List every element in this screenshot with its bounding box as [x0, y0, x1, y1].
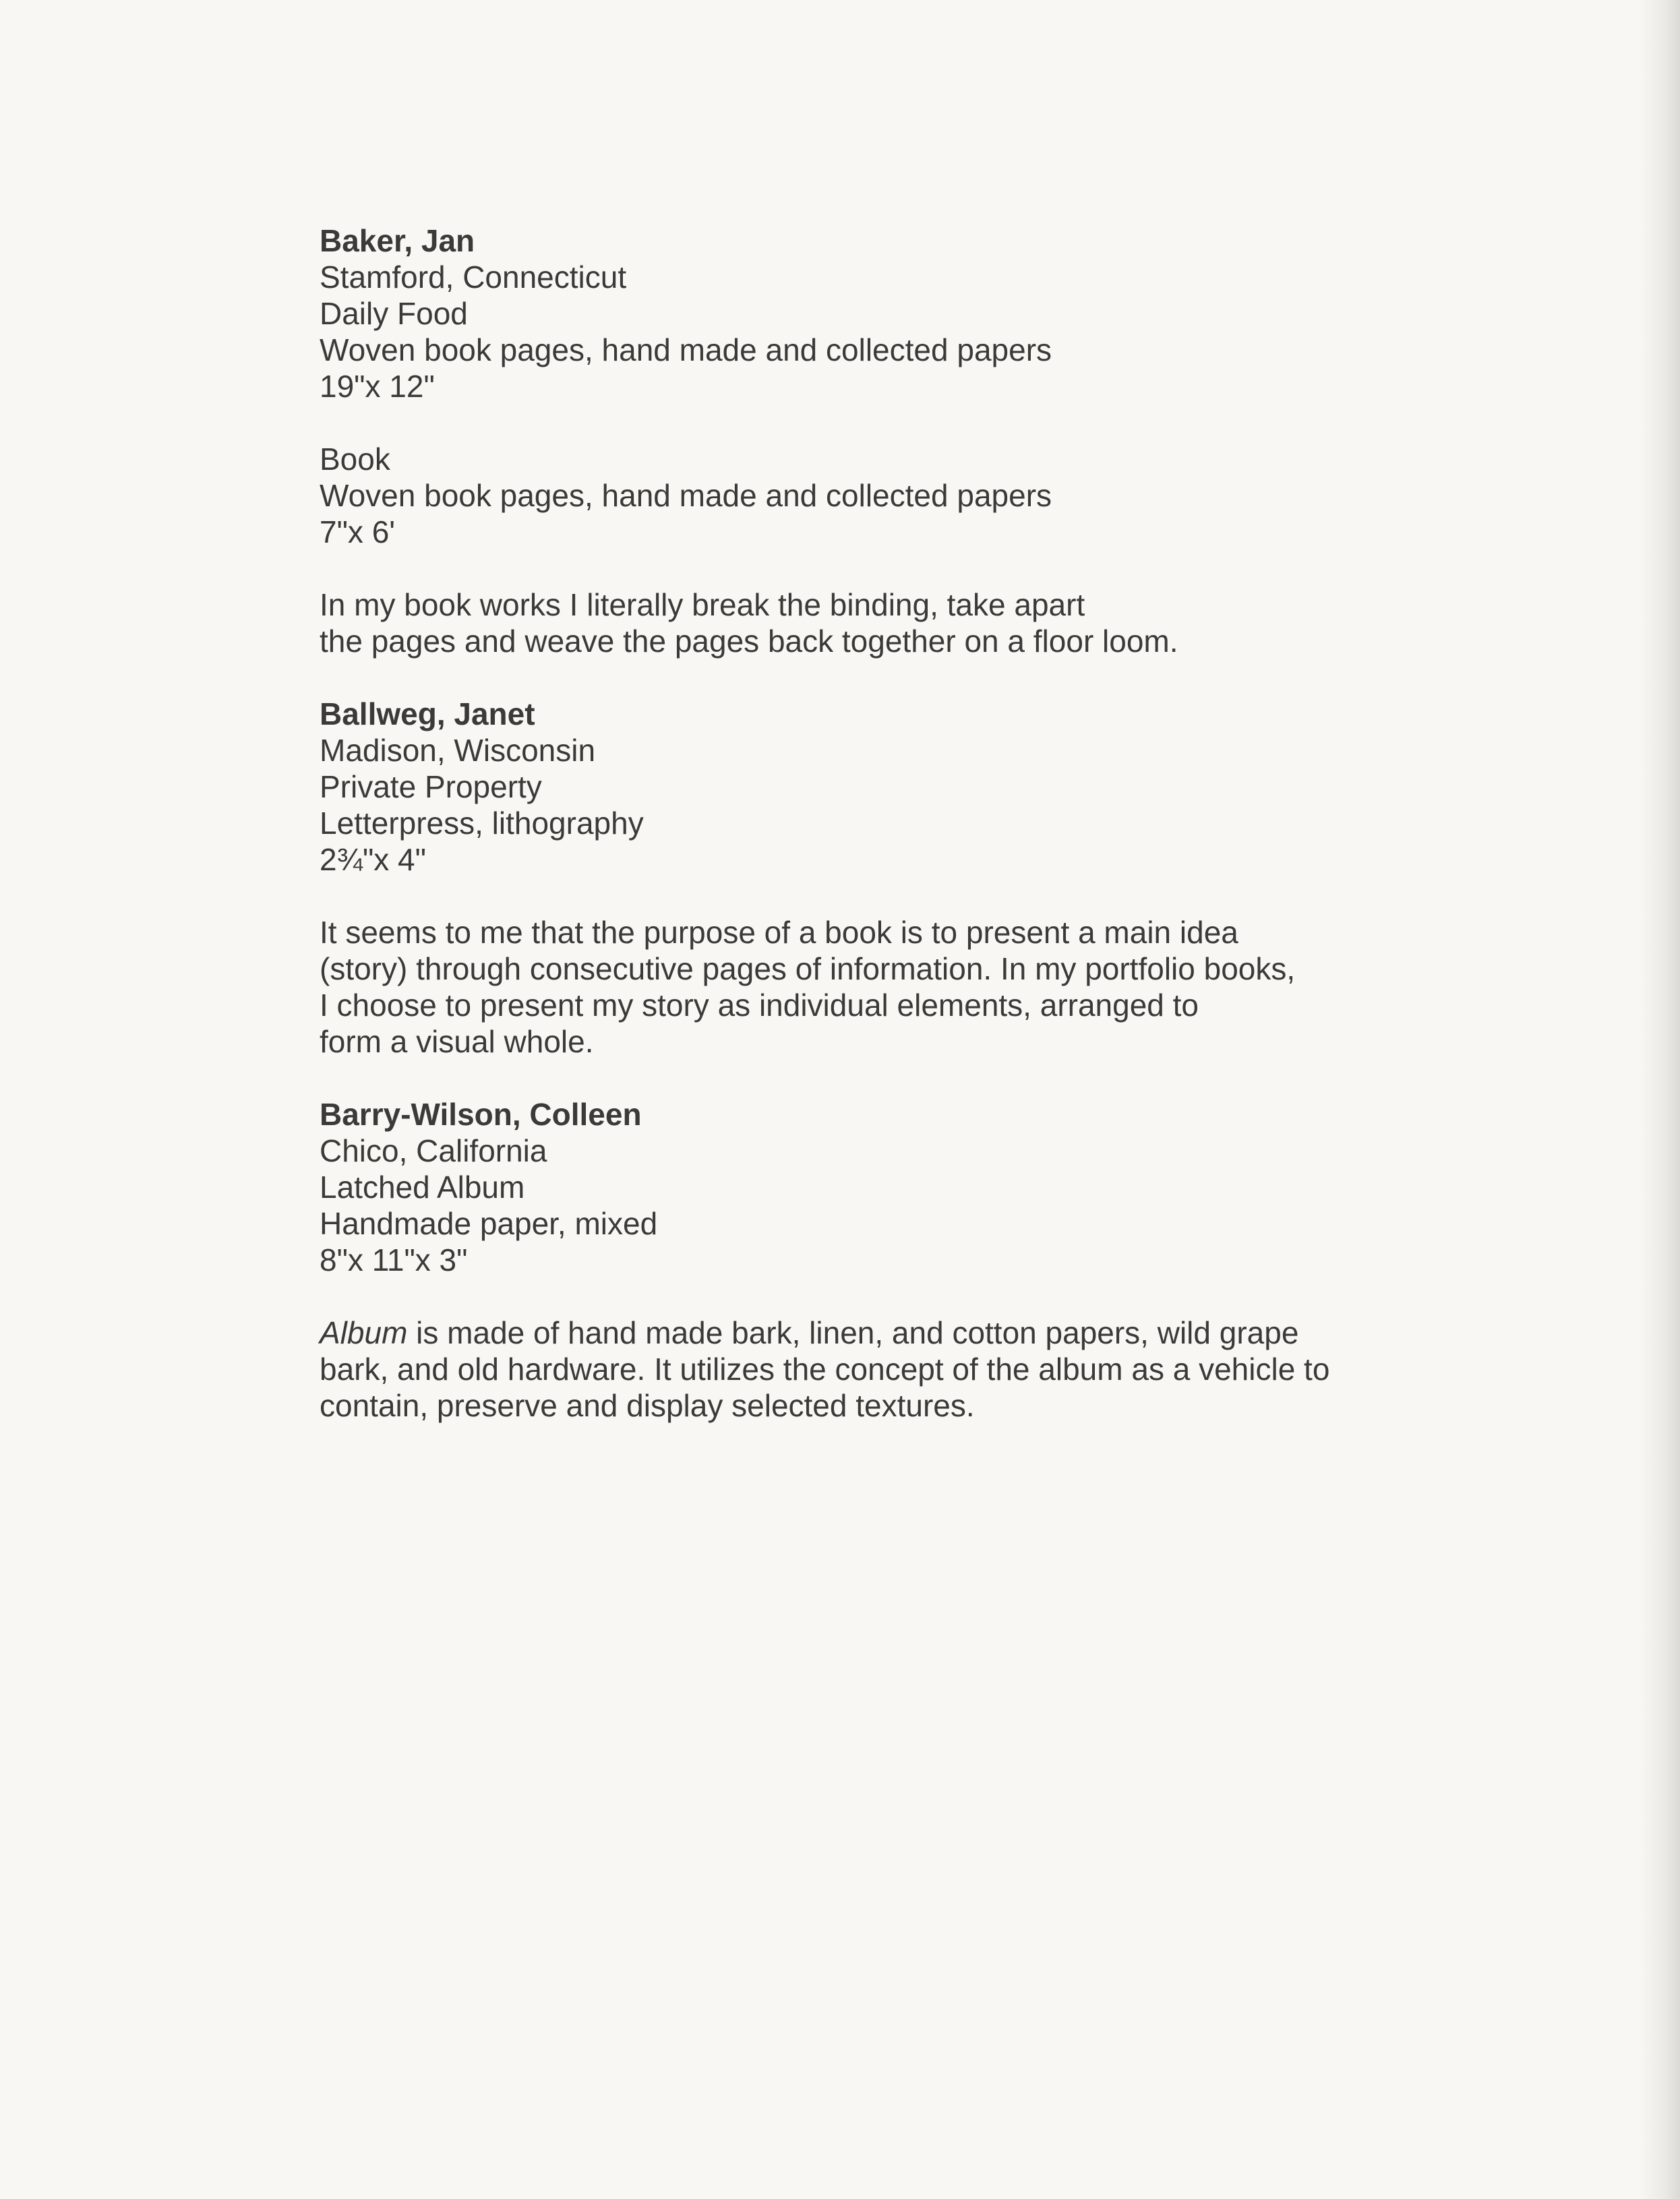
work-medium: Woven book pages, hand made and collected papers [320, 478, 1052, 513]
artist-statement [320, 586, 1398, 659]
work-dimensions: 8"x 11"x 3" [320, 1242, 468, 1277]
work-medium: Handmade paper, mixed [320, 1206, 658, 1241]
work-medium: Woven book pages, hand made and collected papers [320, 332, 1052, 367]
statement-line: (story) through consecutive pages of information. In my portfolio books, [320, 951, 1296, 986]
statement-line: It seems to me that the purpose of a book is to present a main idea [320, 915, 1238, 950]
statement-line: bark, and old hardware. It utilizes the concept of the album as a vehicle to [320, 1352, 1330, 1387]
work-dimensions: 2¾"x 4" [320, 842, 426, 877]
artist-location: Chico, California [320, 1133, 547, 1168]
entry-ballweg-janet [320, 696, 1398, 1060]
work-dimensions: 19"x 12" [320, 369, 435, 404]
work-medium: Letterpress, lithography [320, 806, 644, 841]
document-body [320, 222, 1398, 1424]
artist-name: Ballweg, Janet [320, 696, 535, 731]
statement-first-line-rest: is made of hand made bark, linen, and cotton papers, wild grape [407, 1315, 1299, 1350]
statement-line: In my book works I literally break the binding, take apart [320, 587, 1085, 622]
statement-line: contain, preserve and display selected textures. [320, 1388, 975, 1423]
statement-line [320, 1315, 1398, 1351]
artist-name: Barry-Wilson, Colleen [320, 1097, 642, 1132]
artist-statement [320, 914, 1398, 1060]
statement-line: the pages and weave the pages back together on a floor loom. [320, 624, 1178, 659]
statement-line: I choose to present my story as individual elements, arranged to [320, 988, 1199, 1023]
artist-statement [320, 1315, 1398, 1424]
work-title: Book [320, 442, 390, 477]
statement-line: form a visual whole. [320, 1024, 594, 1059]
entry-barry-wilson-colleen [320, 1096, 1398, 1424]
artist-name: Baker, Jan [320, 223, 475, 258]
statement-italic-title: Album [320, 1315, 408, 1350]
work-title: Latched Album [320, 1170, 525, 1205]
page-edge-shadow [1640, 0, 1680, 2199]
work-title: Private Property [320, 769, 542, 804]
work-dimensions: 7"x 6' [320, 514, 396, 549]
work-title: Daily Food [320, 296, 468, 331]
artist-location: Stamford, Connecticut [320, 260, 627, 295]
artist-location: Madison, Wisconsin [320, 733, 596, 768]
entry-baker-jan [320, 222, 1398, 659]
